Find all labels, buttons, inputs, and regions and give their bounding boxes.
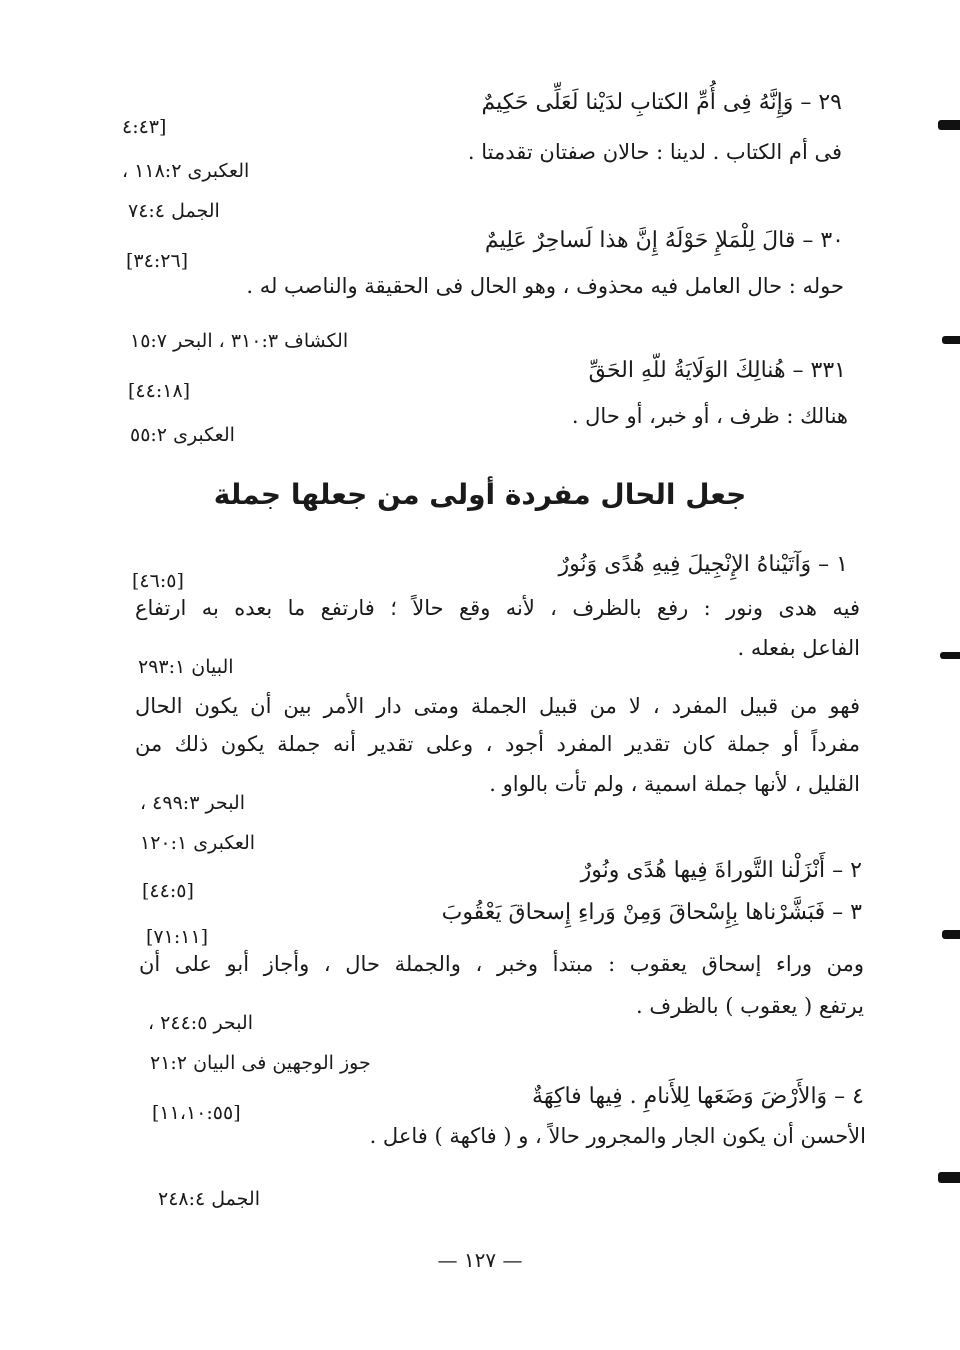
page-number: — ١٢٧ —	[437, 1248, 523, 1272]
margin-mark	[942, 930, 960, 939]
entry-3-verse: ٣ – فَبَشَّرْناها بِإِسْحاقَ وَمِنْ وَراءِ إِسحاقَ يَعْقُوبَ	[441, 900, 862, 925]
entry-1-source-3: العكبرى ١٢٠:١	[140, 832, 256, 854]
verse-30-note: حوله : حال العامل فيه محذوف ، وهو الحال فى الحقيقة والناصب له .	[246, 274, 844, 298]
entry-3-reference: [٧١:١١]	[146, 926, 209, 948]
verse-29-reference: [٤:٤٣	[122, 116, 167, 138]
entry-2-reference: [٤٤:٥]	[142, 880, 194, 902]
entry-1-line-1: فيه هدى ونور : رفع بالظرف ، لأنه وقع حالاً ؛ فارتفع ما بعده به ارتفاع	[135, 596, 860, 620]
verse-31: ٣٣١ – هُنالِكَ الوَلَايَةُ للّهِ الحَقِّ	[588, 358, 846, 383]
margin-mark	[940, 652, 960, 659]
verse-30: ٣٠ – قالَ لِلْمَلإِ حَوْلَهُ إِنَّ هذا لَساحِرٌ عَلِيمٌ	[484, 228, 844, 253]
entry-3-line-2: يرتفع ( يعقوب ) بالظرف .	[636, 994, 864, 1018]
entry-3-line-1: ومن وراء إسحاق يعقوب : مبتدأ وخبر ، والجملة حال ، وأجاز أبو على أن	[139, 952, 864, 976]
entry-1-line-4: مفرداً أو جملة كان تقدير المفرد أجود ، وعلى تقدير أنه جملة يكون ذلك من	[135, 732, 860, 756]
verse-31-source: العكبرى ٥٥:٢	[130, 424, 235, 446]
verse-31-reference: [٤٤:١٨]	[128, 380, 191, 402]
entry-4-source: الجمل ٢٤٨:٤	[158, 1188, 260, 1210]
verse-29-source-1: العكبرى ١١٨:٢ ،	[122, 160, 250, 182]
entry-4-reference: [١١،١٠:٥٥]	[152, 1102, 241, 1124]
entry-3-source-1: البحر ٢٤٤:٥ ،	[148, 1012, 253, 1034]
entry-1-line-3: فهو من قبيل المفرد ، لا من قبيل الجملة ومتى دار الأمر بين أن يكون الحال	[135, 694, 860, 718]
verse-30-reference: [٣٤:٢٦]	[126, 250, 189, 272]
entry-1-line-2: الفاعل بفعله .	[737, 636, 860, 660]
entry-4-line-1: الأحسن أن يكون الجار والمجرور حالاً ، و ( فاكهة ) فاعل .	[369, 1124, 866, 1148]
verse-29-note: فى أم الكتاب . لدينا : حالان صفتان تقدمتا .	[467, 140, 842, 164]
verse-29: ٢٩ – وَإِنَّهُ فِى أُمِّ الكتابِ لدَيْنا لَعَلِّى حَكِيمٌ	[481, 90, 842, 115]
entry-4-verse: ٤ – وَالأَرْضَ وَضَعَها لِلأَنامِ . فِيها فاكِهَةٌ	[532, 1084, 864, 1109]
entry-2-verse: ٢ – أَنْزَلْنا التَّوراةَ فِيها هُدًى ونُورٌ	[580, 858, 862, 883]
section-heading: جعل الحال مفردة أولى من جعلها جملة	[213, 478, 747, 511]
verse-30-source: الكشاف ٣١٠:٣ ، البحر ١٥:٧	[130, 330, 349, 352]
margin-mark	[942, 336, 960, 344]
margin-mark	[938, 120, 960, 130]
entry-1-verse: ١ – وَآتَيْناهُ الإِنْجِيلَ فِيهِ هُدًى وَنُورٌ	[558, 552, 848, 577]
verse-29-source-2: الجمل ٧٤:٤	[128, 200, 220, 222]
entry-1-source-2: البحر ٤٩٩:٣ ،	[140, 792, 245, 814]
entry-3-source-2: جوز الوجهين فى البيان ٢١:٢	[150, 1052, 371, 1074]
verse-31-note: هنالك : ظرف ، أو خبر، أو حال .	[571, 404, 848, 428]
entry-1-source-1: البيان ٢٩٣:١	[138, 656, 234, 678]
margin-mark	[938, 1172, 960, 1183]
entry-1-line-5: القليل ، لأنها جملة اسمية ، ولم تأت بالواو .	[489, 772, 860, 796]
entry-1-reference: [٤٦:٥]	[132, 570, 184, 592]
